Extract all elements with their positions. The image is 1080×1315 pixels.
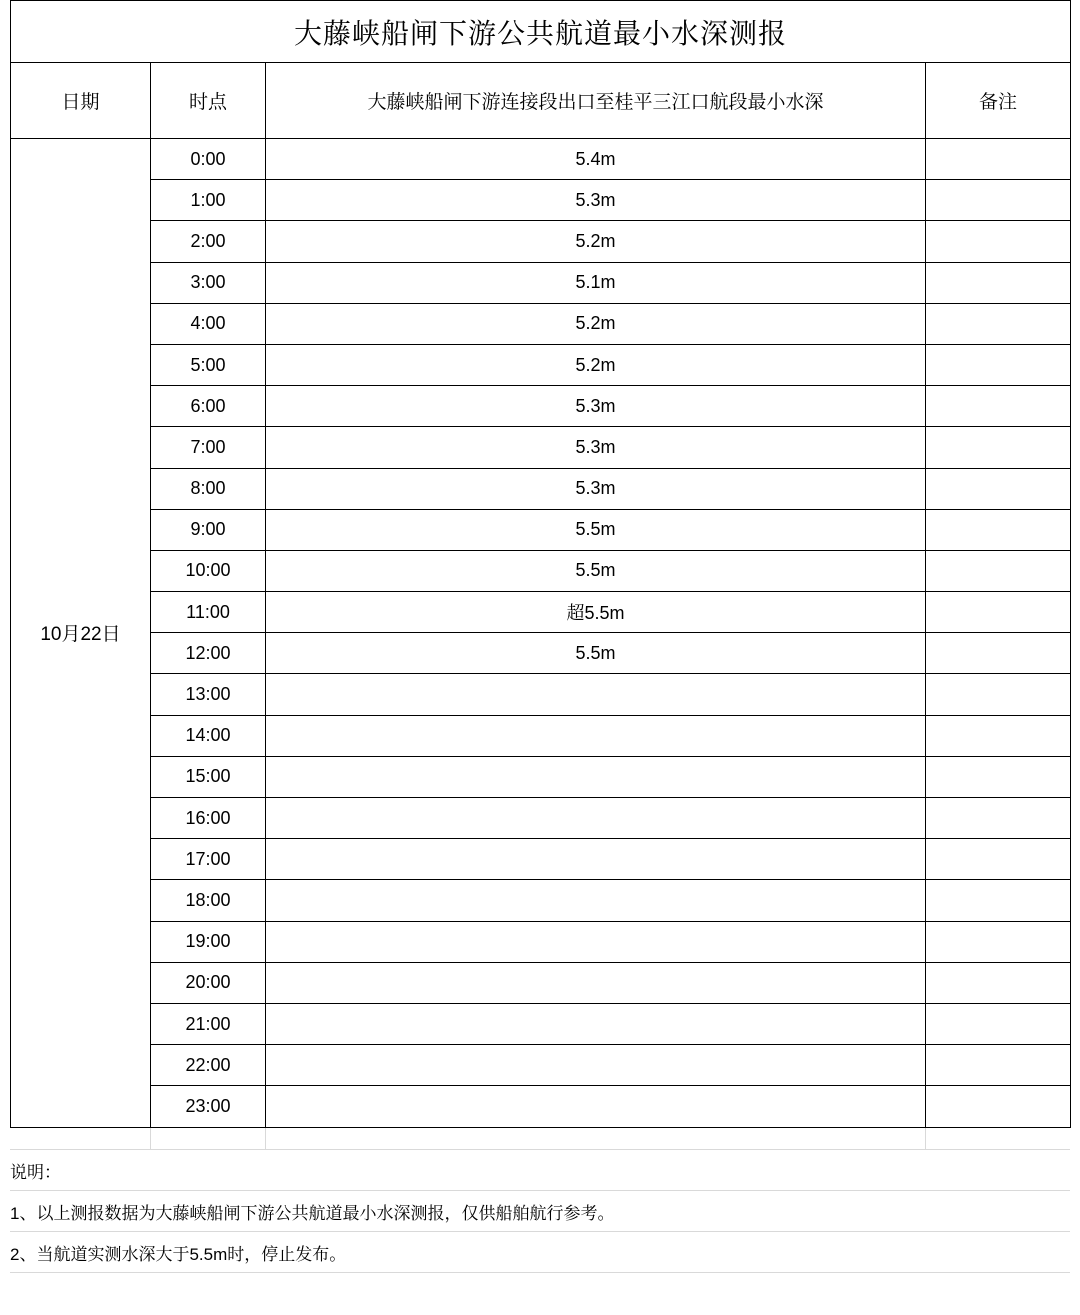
title-row xyxy=(11,1,1071,63)
column-header-remark: 备注 xyxy=(926,63,1071,139)
table-row xyxy=(11,262,1071,303)
time-cell: 2:00 xyxy=(151,221,266,262)
depth-cell: 5.2m xyxy=(266,303,926,344)
header-row xyxy=(11,63,1071,139)
remark-cell xyxy=(926,303,1071,344)
table-row xyxy=(11,839,1071,880)
time-cell: 23:00 xyxy=(151,1086,266,1127)
time-cell: 6:00 xyxy=(151,386,266,427)
date-cell: 10月22日 xyxy=(11,139,151,1128)
page-title: 大藤峡船闸下游公共航道最小水深测报 xyxy=(11,1,1071,63)
remark-cell xyxy=(926,880,1071,921)
depth-cell xyxy=(266,798,926,839)
table-row xyxy=(11,715,1071,756)
remark-cell xyxy=(926,139,1071,180)
notes-empty-cell xyxy=(925,1191,1070,1232)
depth-cell xyxy=(266,1086,926,1127)
remark-cell xyxy=(926,921,1071,962)
depth-cell: 5.3m xyxy=(266,427,926,468)
depth-cell: 5.3m xyxy=(266,468,926,509)
time-cell: 13:00 xyxy=(151,674,266,715)
remark-cell xyxy=(926,427,1071,468)
remark-cell xyxy=(926,180,1071,221)
time-cell: 4:00 xyxy=(151,303,266,344)
table-row xyxy=(11,509,1071,550)
remark-cell xyxy=(926,756,1071,797)
table-row xyxy=(11,798,1071,839)
table-row xyxy=(11,427,1071,468)
table-body xyxy=(11,1,1071,1128)
table-row xyxy=(11,550,1071,591)
table-row xyxy=(11,756,1071,797)
column-header-date: 日期 xyxy=(11,63,151,139)
time-cell: 18:00 xyxy=(151,880,266,921)
remark-cell xyxy=(926,386,1071,427)
remark-cell xyxy=(926,592,1071,633)
depth-cell xyxy=(266,1003,926,1044)
notes-heading: 说明： xyxy=(10,1150,925,1191)
time-cell: 0:00 xyxy=(151,139,266,180)
table-row xyxy=(11,221,1071,262)
remark-cell xyxy=(926,509,1071,550)
depth-cell xyxy=(266,921,926,962)
notes-item-row xyxy=(10,1232,1070,1273)
column-header-depth: 大藤峡船闸下游连接段出口至桂平三江口航段最小水深 xyxy=(266,63,926,139)
time-cell: 1:00 xyxy=(151,180,266,221)
table-row xyxy=(11,468,1071,509)
column-header-time: 时点 xyxy=(151,63,266,139)
depth-cell xyxy=(266,756,926,797)
time-cell: 21:00 xyxy=(151,1003,266,1044)
remark-cell xyxy=(926,1003,1071,1044)
notes-table xyxy=(10,1128,1070,1274)
spacer-cell xyxy=(925,1128,1070,1150)
table-row xyxy=(11,1045,1071,1086)
remark-cell xyxy=(926,633,1071,674)
notes-item-row xyxy=(10,1191,1070,1232)
time-cell: 22:00 xyxy=(151,1045,266,1086)
table-row xyxy=(11,303,1071,344)
table-row xyxy=(11,180,1071,221)
depth-cell: 5.5m xyxy=(266,633,926,674)
notes-section xyxy=(10,1128,1070,1274)
table-row xyxy=(11,1003,1071,1044)
time-cell: 5:00 xyxy=(151,344,266,385)
table-row xyxy=(11,592,1071,633)
remark-cell xyxy=(926,1086,1071,1127)
depth-cell: 5.3m xyxy=(266,180,926,221)
notes-heading-row xyxy=(10,1150,1070,1191)
remark-cell xyxy=(926,468,1071,509)
table-row xyxy=(11,633,1071,674)
table-row xyxy=(11,674,1071,715)
time-cell: 8:00 xyxy=(151,468,266,509)
remark-cell xyxy=(926,715,1071,756)
depth-cell: 5.5m xyxy=(266,550,926,591)
depth-cell xyxy=(266,880,926,921)
remark-cell xyxy=(926,798,1071,839)
time-cell: 15:00 xyxy=(151,756,266,797)
time-cell: 12:00 xyxy=(151,633,266,674)
remark-cell xyxy=(926,674,1071,715)
depth-cell: 5.2m xyxy=(266,221,926,262)
depth-cell: 5.4m xyxy=(266,139,926,180)
depth-cell: 5.2m xyxy=(266,344,926,385)
remark-cell xyxy=(926,221,1071,262)
remark-cell xyxy=(926,839,1071,880)
table-row xyxy=(11,962,1071,1003)
depth-cell: 5.5m xyxy=(266,509,926,550)
depth-cell: 超5.5m xyxy=(266,592,926,633)
depth-cell: 5.1m xyxy=(266,262,926,303)
notes-empty-cell xyxy=(925,1232,1070,1273)
time-cell: 3:00 xyxy=(151,262,266,303)
depth-cell xyxy=(266,1045,926,1086)
table-row xyxy=(11,139,1071,180)
notes-item-2: 2、当航道实测水深大于5.5m时，停止发布。 xyxy=(10,1232,925,1273)
time-cell: 20:00 xyxy=(151,962,266,1003)
table-row xyxy=(11,1086,1071,1127)
time-cell: 9:00 xyxy=(151,509,266,550)
table-row xyxy=(11,880,1071,921)
remark-cell xyxy=(926,344,1071,385)
notes-spacer-row xyxy=(10,1128,1070,1150)
remark-cell xyxy=(926,262,1071,303)
table-row xyxy=(11,386,1071,427)
spacer-cell xyxy=(150,1128,265,1150)
spacer-cell xyxy=(10,1128,150,1150)
water-depth-table xyxy=(10,0,1071,1128)
spacer-cell xyxy=(265,1128,925,1150)
notes-empty-cell xyxy=(925,1150,1070,1191)
table-row xyxy=(11,921,1071,962)
remark-cell xyxy=(926,550,1071,591)
depth-cell: 5.3m xyxy=(266,386,926,427)
depth-cell xyxy=(266,674,926,715)
remark-cell xyxy=(926,962,1071,1003)
depth-cell xyxy=(266,839,926,880)
time-cell: 17:00 xyxy=(151,839,266,880)
notes-item-1: 1、以上测报数据为大藤峡船闸下游公共航道最小水深测报，仅供船舶航行参考。 xyxy=(10,1191,925,1232)
time-cell: 10:00 xyxy=(151,550,266,591)
time-cell: 11:00 xyxy=(151,592,266,633)
time-cell: 19:00 xyxy=(151,921,266,962)
remark-cell xyxy=(926,1045,1071,1086)
time-cell: 16:00 xyxy=(151,798,266,839)
depth-cell xyxy=(266,962,926,1003)
time-cell: 14:00 xyxy=(151,715,266,756)
table-row xyxy=(11,344,1071,385)
time-cell: 7:00 xyxy=(151,427,266,468)
depth-cell xyxy=(266,715,926,756)
